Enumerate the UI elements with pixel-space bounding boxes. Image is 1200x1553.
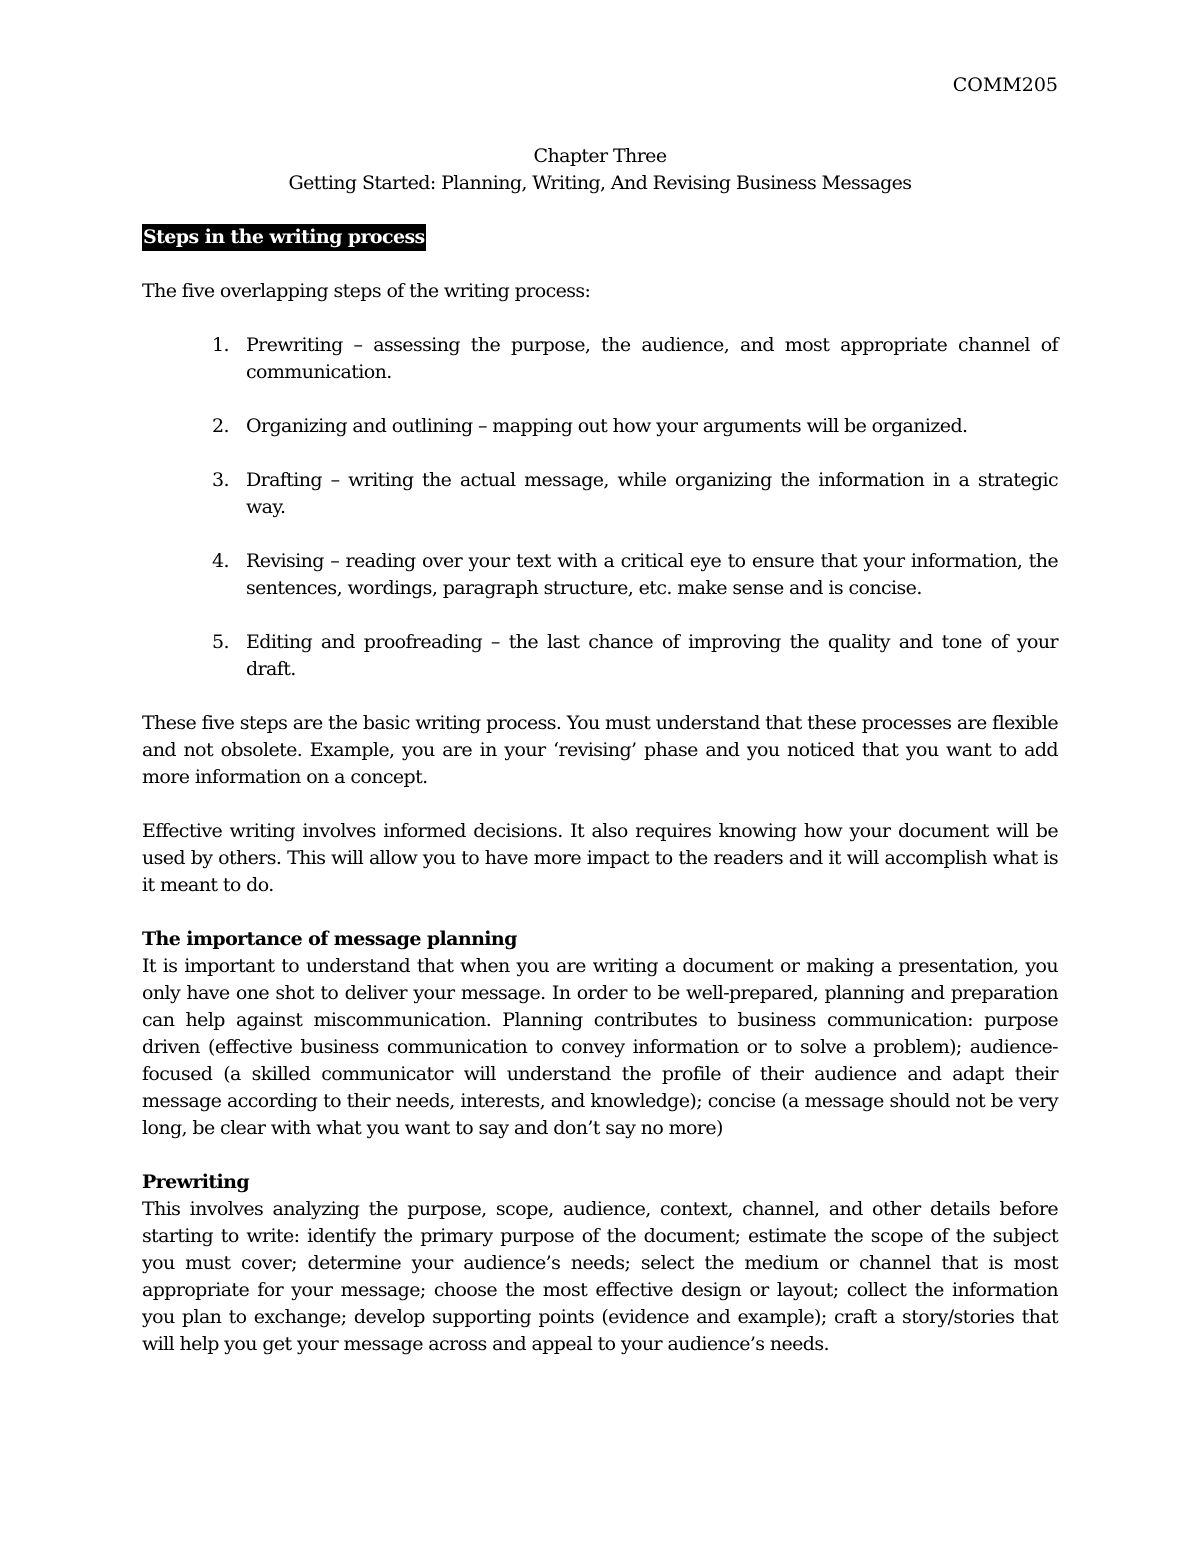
- paragraph-message-planning: It is important to understand that when you are writing a document or making a presentation, you only have one shot to deliver your message. In order to be well-prepared, planning and preparation can help against miscommunication. Planning contributes to business communication: purpose driven (effective business communication to convey information or to solve a problem); audience-focused (a skilled communicator will understand the profile of their audience and adapt their message according to their needs, interests, and knowledge); concise (a message should not be very long, be clear with what you want to say and don’t say no more): [142, 955, 1058, 1139]
- spacer: [142, 197, 1058, 224]
- paragraph-basic-process: These five steps are the basic writing process. You must understand that these processes are flexible and not obsolete. Example, you are in your ‘revising’ phase and you noticed that you want to add more information on a concept.: [142, 712, 1058, 788]
- spacer: [142, 305, 1058, 332]
- section-heading-prewriting: Prewriting: [142, 1171, 250, 1193]
- list-item: [142, 332, 1058, 386]
- spacer: [142, 251, 1058, 278]
- list-item-number: 5.: [212, 631, 229, 653]
- document-body: [142, 143, 1058, 1358]
- chapter-title: Chapter Three: [533, 145, 667, 167]
- list-item: [142, 413, 1058, 440]
- list-item: [142, 467, 1058, 521]
- spacer: [142, 1142, 1058, 1169]
- list-item-number: 2.: [212, 415, 229, 437]
- list-item-number: 3.: [212, 469, 229, 491]
- list-item-number: 1.: [212, 334, 229, 356]
- section-heading-message-planning: The importance of message planning: [142, 928, 517, 950]
- highlighted-heading: Steps in the writing process: [142, 224, 426, 251]
- list-item: [142, 548, 1058, 602]
- chapter-subtitle: Getting Started: Planning, Writing, And Revising Business Messages: [288, 172, 912, 194]
- course-code: COMM205: [952, 74, 1058, 96]
- list-item-text: Editing and proofreading – the last chance of improving the quality and tone of your draft.: [246, 631, 1058, 680]
- list-item-text: Organizing and outlining – mapping out how your arguments will be organized.: [246, 415, 968, 437]
- spacer: [142, 899, 1058, 926]
- list-item-text: Revising – reading over your text with a critical eye to ensure that your information, the sentences, wordings, paragraph structure, etc. make sense and is concise.: [246, 550, 1058, 599]
- spacer: [142, 791, 1058, 818]
- paragraph-effective-writing: Effective writing involves informed decisions. It also requires knowing how your document will be used by others. This will allow you to have more impact to the readers and it will accomplish what is it meant to do.: [142, 820, 1058, 896]
- list-item: [142, 629, 1058, 683]
- list-item-number: 4.: [212, 550, 229, 572]
- steps-intro: The five overlapping steps of the writing process:: [142, 280, 591, 302]
- section-heading-steps: [142, 224, 1058, 251]
- list-item-text: Prewriting – assessing the purpose, the audience, and most appropriate channel of communication.: [246, 334, 1058, 383]
- paragraph-prewriting: This involves analyzing the purpose, scope, audience, context, channel, and other details before starting to write: identify the primary purpose of the document; estimate the scope of the subject you must cover; determine your audience’s needs; select the medium or channel that is most appropriate for your message; choose the most effective design or layout; collect the information you plan to exchange; develop supporting points (evidence and example); craft a story/stories that will help you get your message across and appeal to your audience’s needs.: [142, 1198, 1058, 1355]
- steps-list: [142, 332, 1058, 683]
- list-item-text: Drafting – writing the actual message, while organizing the information in a strategic way.: [246, 469, 1058, 518]
